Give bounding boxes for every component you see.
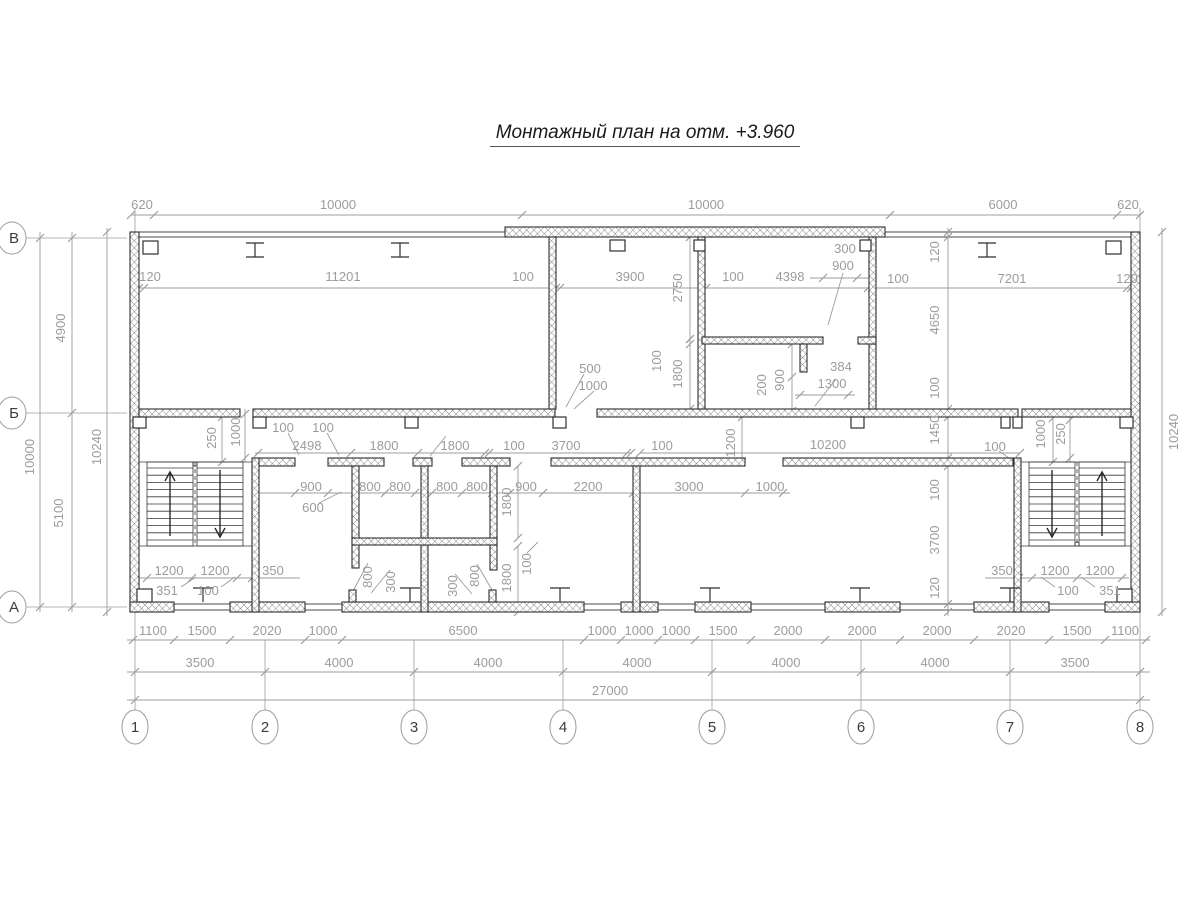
svg-text:1800: 1800 — [499, 563, 514, 593]
svg-text:4000: 4000 — [324, 655, 354, 670]
svg-text:11201: 11201 — [325, 269, 361, 284]
axis-bubble-col-1 — [122, 710, 148, 744]
svg-text:100: 100 — [197, 583, 219, 598]
svg-text:1500: 1500 — [1062, 623, 1092, 638]
stairwell-right — [1021, 462, 1131, 546]
svg-text:10000: 10000 — [22, 438, 37, 476]
svg-text:6500: 6500 — [448, 623, 478, 638]
svg-text:27000: 27000 — [591, 683, 629, 698]
axis-bubble-col-7 — [997, 710, 1023, 744]
svg-text:350: 350 — [991, 563, 1013, 578]
svg-text:250: 250 — [1053, 423, 1068, 445]
svg-text:1000: 1000 — [578, 378, 608, 393]
svg-text:1200: 1200 — [200, 563, 230, 578]
axis-bubble-col-3 — [401, 710, 427, 744]
svg-text:1450: 1450 — [927, 415, 942, 445]
svg-text:800: 800 — [360, 566, 375, 588]
stair-down-arrow — [215, 470, 225, 537]
svg-text:10240: 10240 — [1166, 413, 1181, 451]
svg-text:600: 600 — [302, 500, 324, 515]
svg-text:300: 300 — [834, 241, 856, 256]
svg-text:100: 100 — [649, 350, 664, 372]
svg-text:8: 8 — [1135, 719, 1145, 736]
svg-text:800: 800 — [436, 479, 458, 494]
svg-text:200: 200 — [754, 374, 769, 396]
axis-bubble-row-Б — [0, 397, 26, 429]
svg-text:5100: 5100 — [51, 498, 66, 528]
svg-text:6: 6 — [856, 719, 866, 736]
svg-text:300: 300 — [445, 575, 460, 597]
svg-text:4000: 4000 — [622, 655, 652, 670]
svg-text:2750: 2750 — [670, 273, 685, 303]
svg-text:1200: 1200 — [723, 428, 738, 458]
svg-text:4398: 4398 — [775, 269, 805, 284]
svg-text:100: 100 — [512, 269, 534, 284]
svg-text:620: 620 — [1117, 197, 1139, 212]
svg-text:10200: 10200 — [809, 437, 847, 452]
svg-text:100: 100 — [312, 420, 334, 435]
svg-text:1: 1 — [130, 719, 140, 736]
axis-bubble-row-А — [0, 591, 26, 623]
svg-text:2020: 2020 — [252, 623, 282, 638]
drawing-title-text: Монтажный план на отм. +3.960 — [490, 122, 801, 147]
axis-bubble-row-В — [0, 222, 26, 254]
svg-text:7: 7 — [1005, 719, 1015, 736]
axis-bubble-col-2 — [252, 710, 278, 744]
svg-text:800: 800 — [466, 479, 488, 494]
svg-text:100: 100 — [722, 269, 744, 284]
axis-bubble-col-4 — [550, 710, 576, 744]
svg-text:1200: 1200 — [1040, 563, 1070, 578]
svg-text:Б: Б — [9, 405, 19, 422]
svg-text:2498: 2498 — [292, 438, 322, 453]
axis-bubble-col-8 — [1127, 710, 1153, 744]
svg-text:250: 250 — [204, 427, 219, 449]
svg-text:4: 4 — [558, 719, 568, 736]
svg-text:1000: 1000 — [308, 623, 338, 638]
svg-text:100: 100 — [651, 438, 673, 453]
axis-bubble-col-5 — [699, 710, 725, 744]
dimension-labels — [22, 197, 1181, 698]
svg-text:1000: 1000 — [1033, 419, 1048, 449]
svg-text:А: А — [8, 599, 20, 616]
svg-text:6000: 6000 — [988, 197, 1018, 212]
svg-text:1000: 1000 — [587, 623, 617, 638]
svg-text:1500: 1500 — [187, 623, 217, 638]
svg-text:120: 120 — [1116, 271, 1138, 286]
svg-text:800: 800 — [359, 479, 381, 494]
svg-text:2200: 2200 — [573, 479, 603, 494]
svg-text:120: 120 — [927, 577, 942, 599]
stairwell-left — [139, 462, 252, 546]
svg-text:1800: 1800 — [670, 359, 685, 389]
svg-text:1000: 1000 — [228, 417, 243, 447]
svg-text:120: 120 — [139, 269, 161, 284]
svg-text:7201: 7201 — [997, 271, 1027, 286]
svg-text:В: В — [8, 230, 20, 247]
svg-text:900: 900 — [772, 369, 787, 391]
svg-text:2000: 2000 — [773, 623, 803, 638]
svg-text:351: 351 — [1099, 583, 1121, 598]
svg-text:351: 351 — [156, 583, 178, 598]
svg-text:4650: 4650 — [927, 305, 942, 335]
svg-text:10000: 10000 — [319, 197, 357, 212]
svg-text:620: 620 — [131, 197, 153, 212]
svg-text:1800: 1800 — [499, 487, 514, 517]
svg-text:120: 120 — [927, 241, 942, 263]
svg-text:4000: 4000 — [771, 655, 801, 670]
svg-text:1500: 1500 — [708, 623, 738, 638]
svg-text:1300: 1300 — [817, 376, 847, 391]
svg-text:2: 2 — [260, 719, 270, 736]
svg-text:1800: 1800 — [440, 438, 470, 453]
svg-text:1000: 1000 — [755, 479, 785, 494]
svg-text:100: 100 — [984, 439, 1006, 454]
svg-text:800: 800 — [467, 565, 482, 587]
svg-text:10240: 10240 — [89, 428, 104, 466]
svg-text:350: 350 — [262, 563, 284, 578]
svg-text:500: 500 — [579, 361, 601, 376]
svg-text:2000: 2000 — [847, 623, 877, 638]
svg-text:2000: 2000 — [922, 623, 952, 638]
svg-text:1100: 1100 — [139, 623, 167, 638]
svg-text:3000: 3000 — [674, 479, 704, 494]
svg-text:4900: 4900 — [53, 313, 68, 343]
svg-text:300: 300 — [383, 571, 398, 593]
svg-text:5: 5 — [707, 719, 717, 736]
svg-text:800: 800 — [389, 479, 411, 494]
svg-text:4000: 4000 — [920, 655, 950, 670]
svg-text:1800: 1800 — [369, 438, 399, 453]
svg-text:1200: 1200 — [154, 563, 184, 578]
svg-text:4000: 4000 — [473, 655, 503, 670]
svg-text:100: 100 — [1057, 583, 1079, 598]
svg-text:900: 900 — [832, 258, 854, 273]
svg-text:3500: 3500 — [185, 655, 215, 670]
svg-text:100: 100 — [927, 377, 942, 399]
svg-text:900: 900 — [300, 479, 322, 494]
svg-text:100: 100 — [927, 479, 942, 501]
svg-text:1000: 1000 — [624, 623, 654, 638]
svg-text:100: 100 — [519, 553, 534, 575]
svg-text:3700: 3700 — [927, 525, 942, 555]
stair-down-arrow — [1047, 470, 1057, 537]
svg-text:100: 100 — [272, 420, 294, 435]
svg-text:2020: 2020 — [996, 623, 1026, 638]
svg-text:1100: 1100 — [1111, 623, 1139, 638]
svg-text:1200: 1200 — [1085, 563, 1115, 578]
svg-text:3900: 3900 — [615, 269, 645, 284]
svg-text:384: 384 — [830, 359, 852, 374]
svg-text:1000: 1000 — [661, 623, 691, 638]
axis-bubble-col-6 — [848, 710, 874, 744]
svg-text:3: 3 — [409, 719, 419, 736]
svg-text:3500: 3500 — [1060, 655, 1090, 670]
svg-text:3700: 3700 — [551, 438, 581, 453]
svg-text:100: 100 — [503, 438, 525, 453]
svg-text:100: 100 — [887, 271, 909, 286]
svg-text:10000: 10000 — [687, 197, 725, 212]
svg-text:900: 900 — [515, 479, 537, 494]
